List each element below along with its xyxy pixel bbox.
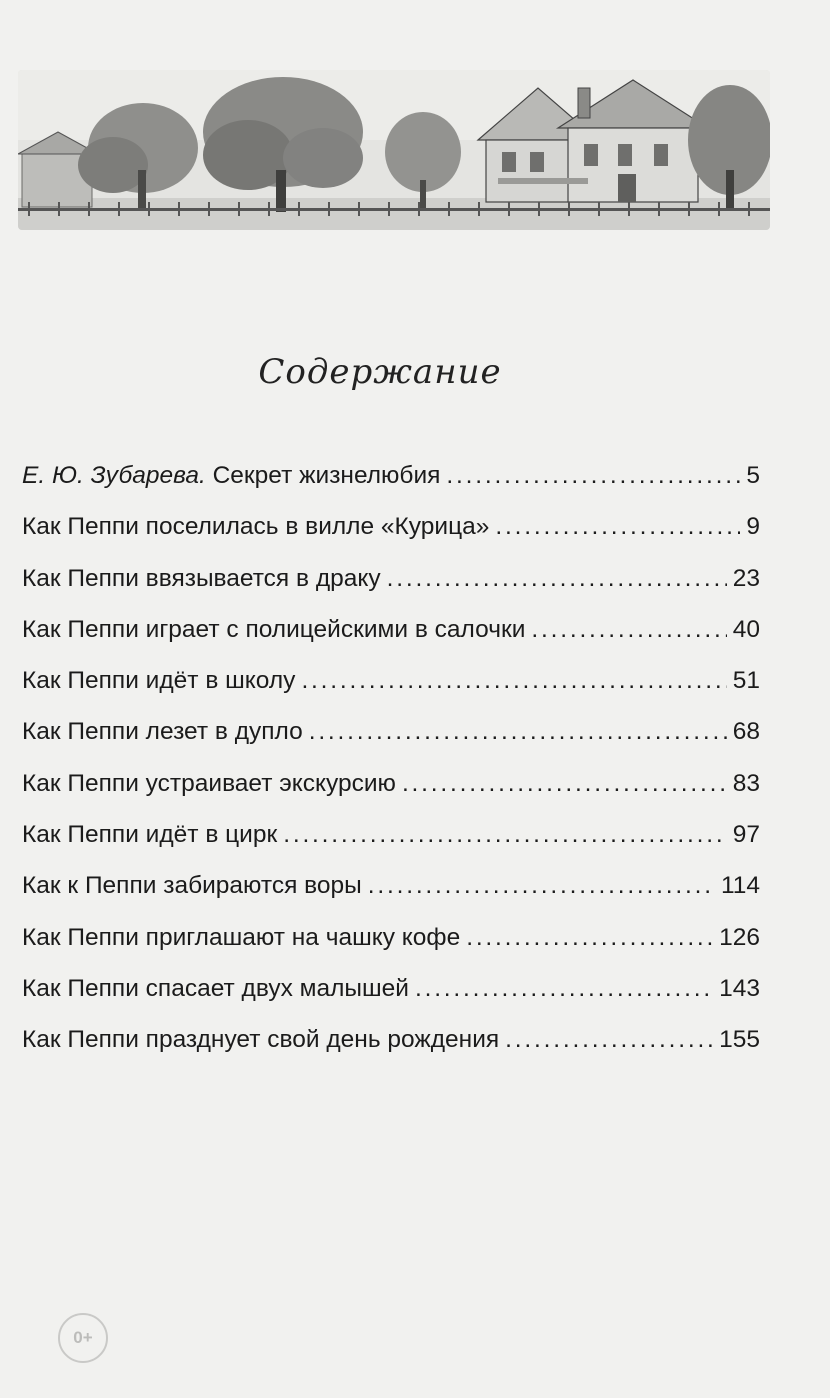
toc-row[interactable]	[22, 758, 760, 809]
toc-row[interactable]	[22, 809, 760, 860]
toc-page-number: 155	[719, 1026, 760, 1054]
toc-row[interactable]	[22, 655, 760, 706]
age-rating-badge: 0+	[58, 1313, 108, 1363]
toc-page-number: 68	[732, 718, 760, 746]
toc-leader-dots	[283, 809, 727, 860]
toc-row[interactable]	[22, 860, 760, 911]
toc-entry-title: Как Пеппи играет с полицейскими в салочки	[22, 615, 526, 643]
toc-entry-title: Как к Пеппи забираются воры	[22, 872, 362, 900]
toc-row[interactable]	[22, 706, 760, 757]
toc-entry-title: Е. Ю. Зубарева. Секрет жизнелюбия	[22, 462, 441, 489]
toc-page-number: 83	[732, 769, 760, 797]
toc-leader-dots	[466, 912, 713, 963]
toc-entry-title: Как Пеппи ввязывается в драку	[22, 564, 381, 592]
toc-page-number: 23	[732, 564, 760, 592]
villa-sketch-image	[18, 70, 770, 230]
toc-leader-dots	[415, 963, 713, 1014]
toc-entry-title: Как Пеппи идёт в школу	[22, 667, 296, 695]
toc-entry-title: Как Пеппи лезет в дупло	[22, 718, 303, 746]
toc-row[interactable]	[22, 501, 760, 552]
toc-entry-title: Как Пеппи устраивает экскурсию	[22, 769, 396, 797]
toc-row[interactable]	[22, 912, 760, 963]
toc-leader-dots	[446, 450, 740, 501]
toc-entry-title: Как Пеппи идёт в цирк	[22, 821, 278, 849]
table-of-contents	[22, 450, 760, 1066]
toc-leader-dots	[505, 1014, 713, 1065]
toc-entry-title: Как Пеппи поселилась в вилле «Курица»	[22, 513, 490, 541]
toc-page-number: 143	[719, 974, 760, 1002]
toc-row[interactable]	[22, 963, 760, 1014]
villa-illustration	[18, 70, 770, 230]
toc-entry-title: Как Пеппи спасает двух малышей	[22, 974, 409, 1002]
toc-leader-dots	[387, 553, 727, 604]
toc-leader-dots	[301, 655, 726, 706]
toc-page-number: 114	[720, 872, 760, 900]
toc-leader-dots	[309, 706, 727, 757]
toc-row[interactable]	[22, 604, 760, 655]
toc-entry-title: Как Пеппи празднует свой день рождения	[22, 1026, 500, 1054]
toc-page-number: 51	[732, 667, 760, 695]
toc-leader-dots	[368, 860, 715, 911]
toc-entry-title: Как Пеппи приглашают на чашку кофе	[22, 923, 461, 951]
toc-leader-dots	[402, 758, 727, 809]
toc-page-number: 5	[746, 462, 760, 489]
toc-page-number: 9	[746, 513, 760, 541]
toc-row[interactable]	[22, 1014, 760, 1065]
toc-row[interactable]	[22, 450, 760, 501]
toc-page-number: 97	[732, 821, 760, 849]
toc-leader-dots	[495, 501, 740, 552]
toc-row[interactable]	[22, 553, 760, 604]
toc-leader-dots	[531, 604, 726, 655]
toc-page-number: 40	[732, 615, 760, 643]
toc-entry-author: Е. Ю. Зубарева.	[22, 462, 206, 489]
contents-heading: Содержание	[258, 352, 502, 392]
toc-page-number: 126	[719, 923, 760, 951]
